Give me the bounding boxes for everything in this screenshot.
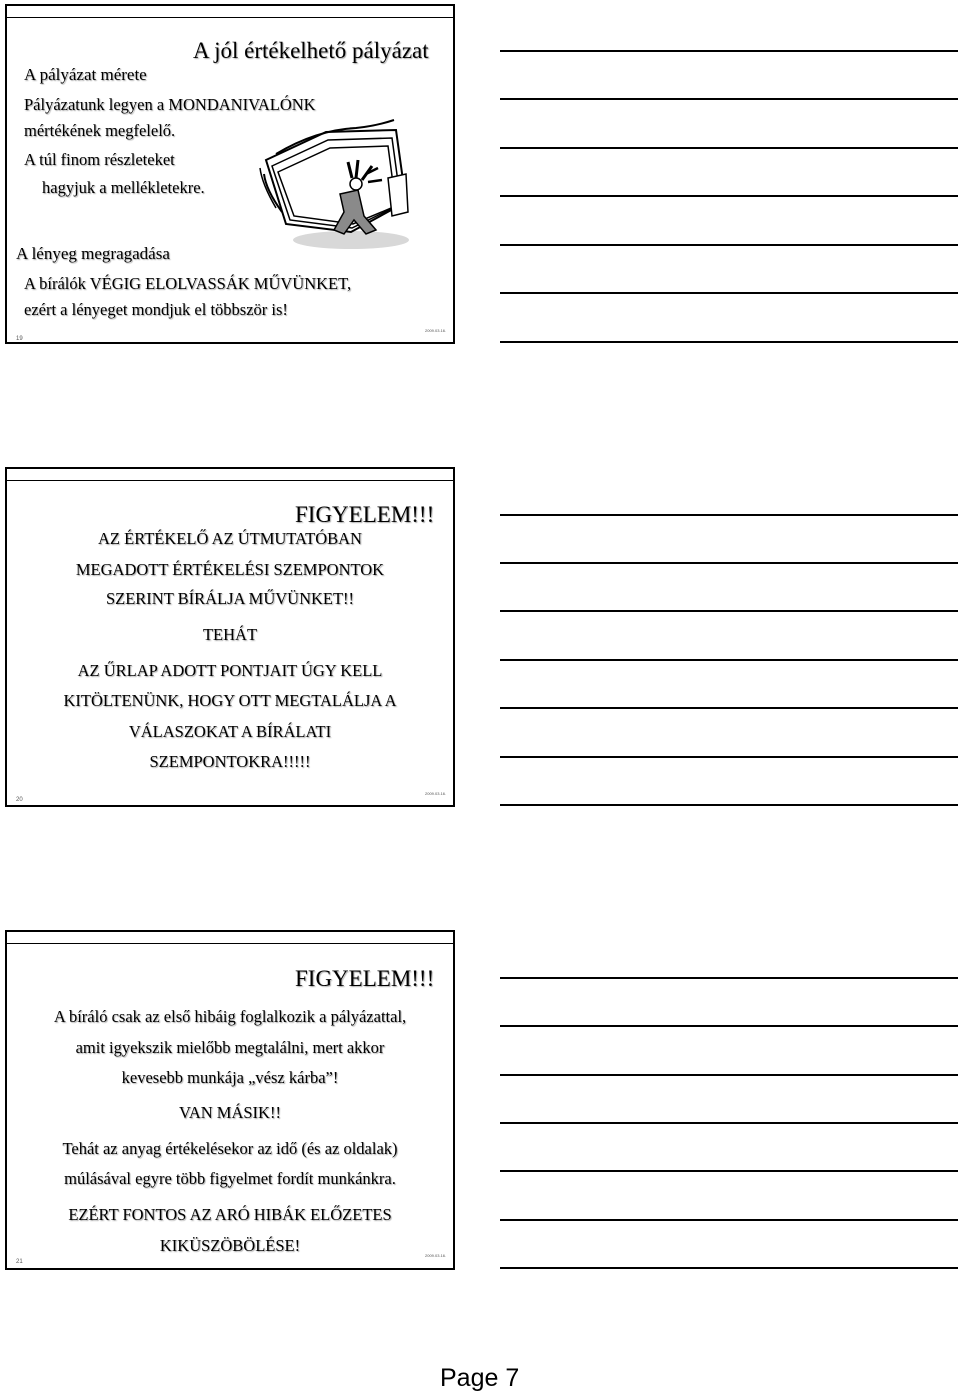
text-line: TEHÁT <box>202 625 258 644</box>
slide-date: 2009.03.16. <box>425 328 447 333</box>
paper-pile-clipart-icon <box>256 112 416 256</box>
text-line: EZÉRT FONTOS AZ ARÓ HIBÁK ELŐZETES <box>68 1205 392 1224</box>
note-line <box>500 98 958 100</box>
text-line: amit igyekszik mielőbb megtalálni, mert akkor <box>75 1038 385 1057</box>
text-line: A bírálók VÉGIG ELOLVASSÁK MŰVÜNKET, <box>24 274 352 293</box>
text-line: mértékének megfelelő. <box>24 121 176 140</box>
note-line <box>500 341 958 343</box>
note-line <box>500 1122 958 1124</box>
note-line <box>500 1219 958 1221</box>
slide-title: FIGYELEM!!! <box>295 966 435 991</box>
text-line: VÁLASZOKAT A BÍRÁLATI <box>128 722 332 741</box>
slide-21 <box>5 930 455 1270</box>
text-line: Tehát az anyag értékelésekor az idő (és az oldalak) <box>62 1139 398 1158</box>
text-line: AZ ÉRTÉKELŐ AZ ÚTMUTATÓBAN <box>98 529 362 548</box>
text-line: VAN MÁSIK!! <box>179 1103 281 1122</box>
text-line: AZ ŰRLAP ADOTT PONTJAIT ÚGY KELL <box>77 661 383 680</box>
note-line <box>500 244 958 246</box>
text-line: kevesebb munkája „vész kárba”! <box>121 1068 339 1087</box>
text-line: MEGADOTT ÉRTÉKELÉSI SZEMPONTOK <box>75 560 385 579</box>
note-line <box>500 1267 958 1269</box>
note-line <box>500 50 958 52</box>
slide-number: 20 <box>16 797 23 803</box>
slide-date: 2009.03.16. <box>425 1253 447 1258</box>
note-line <box>500 610 958 612</box>
note-line <box>500 1074 958 1076</box>
note-line <box>500 756 958 758</box>
slide-20 <box>5 467 455 807</box>
section-heading: A pályázat mérete <box>24 65 147 84</box>
text-line: A bíráló csak az első hibáig foglalkozik a pályázattal, <box>53 1007 407 1026</box>
slide-title: FIGYELEM!!! <box>295 502 435 527</box>
text-line: KIKÜSZÖBÖLÉSE! <box>159 1236 301 1255</box>
text-line: KITÖLTENÜNK, HOGY OTT MEGTALÁLJA A <box>63 691 397 710</box>
note-line <box>500 147 958 149</box>
note-line <box>500 195 958 197</box>
text-line: A túl finom részleteket <box>24 150 175 169</box>
slide-title: A jól értékelhető pályázat <box>193 38 429 63</box>
slide-date: 2009.03.16. <box>425 791 447 796</box>
note-line <box>500 292 958 294</box>
text-line: SZEMPONTOKRA!!!!! <box>149 752 311 771</box>
text-line: Pályázatunk legyen a MONDANIVALÓNK <box>24 95 316 114</box>
section-heading: A lényeg megragadása <box>16 244 170 263</box>
text-line: ezért a lényeget mondjuk el többször is! <box>24 300 288 319</box>
slide-number: 19 <box>16 336 23 342</box>
text-line: SZERINT BÍRÁLJA MŰVÜNKET!! <box>105 589 355 608</box>
note-line <box>500 977 958 979</box>
slide-number: 21 <box>16 1259 23 1265</box>
note-line <box>500 1025 958 1027</box>
text-line: múlásával egyre több figyelmet fordít munkánkra. <box>64 1169 396 1188</box>
note-line <box>500 1170 958 1172</box>
note-line <box>500 707 958 709</box>
note-line <box>500 514 958 516</box>
note-line <box>500 804 958 806</box>
page-number: Page 7 <box>440 1364 520 1392</box>
note-line <box>500 659 958 661</box>
note-line <box>500 562 958 564</box>
text-line: hagyjuk a mellékletekre. <box>42 178 205 197</box>
